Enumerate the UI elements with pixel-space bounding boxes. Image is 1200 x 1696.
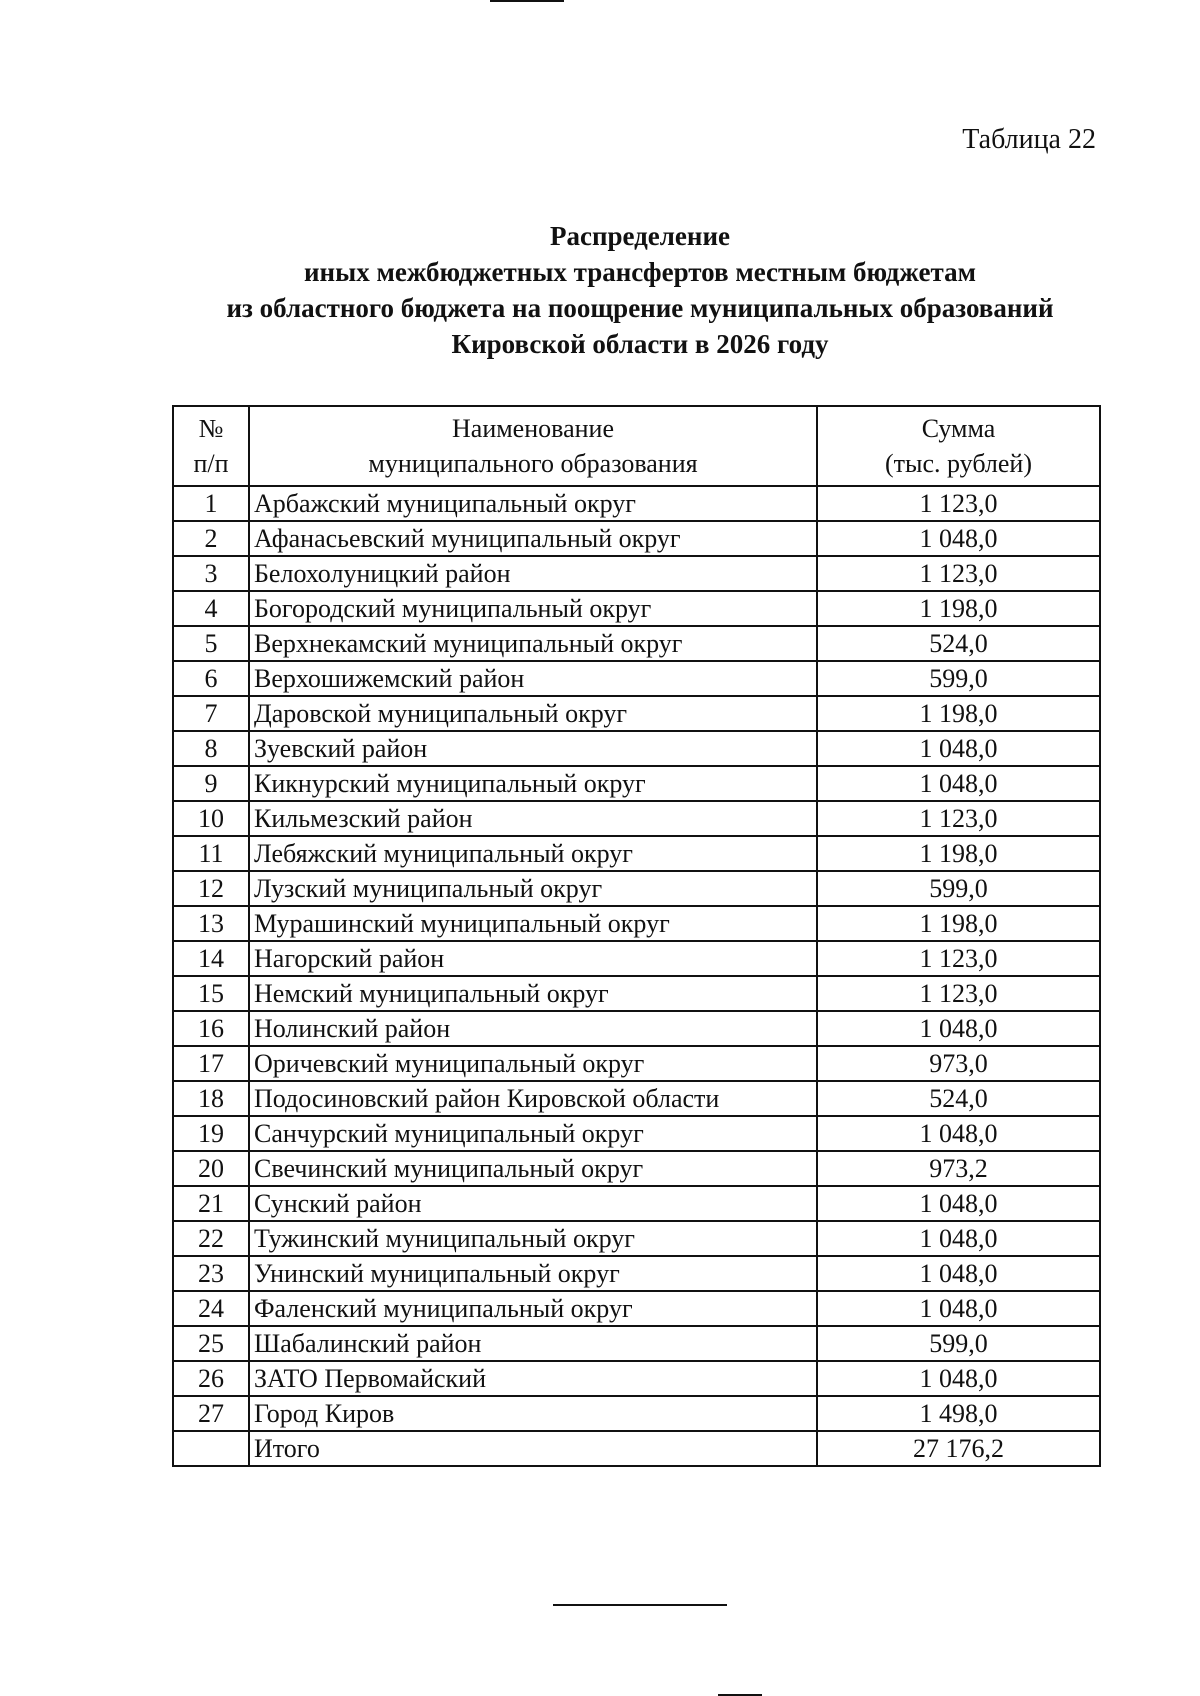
row-name: ЗАТО Первомайский xyxy=(249,1361,817,1396)
table-row xyxy=(173,1256,1100,1291)
row-sum: 1 048,0 xyxy=(817,1291,1100,1326)
row-name: Богородский муниципальный округ xyxy=(249,591,817,626)
row-sum: 1 048,0 xyxy=(817,1221,1100,1256)
total-number xyxy=(173,1431,249,1466)
header-sum-line-2: (тыс. рублей) xyxy=(884,449,1032,478)
table-row xyxy=(173,731,1100,766)
row-number: 14 xyxy=(173,941,249,976)
table-row xyxy=(173,766,1100,801)
table-row xyxy=(173,1011,1100,1046)
row-name: Шабалинский район xyxy=(249,1326,817,1361)
header-name-line-2: муниципального образования xyxy=(368,449,698,478)
row-number: 23 xyxy=(173,1256,249,1291)
row-number: 15 xyxy=(173,976,249,1011)
row-number: 19 xyxy=(173,1116,249,1151)
row-number: 25 xyxy=(173,1326,249,1361)
row-number: 21 xyxy=(173,1186,249,1221)
row-sum: 1 498,0 xyxy=(817,1396,1100,1431)
table-total-row xyxy=(173,1431,1100,1466)
row-name: Лузский муниципальный округ xyxy=(249,871,817,906)
row-name: Кикнурский муниципальный округ xyxy=(249,766,817,801)
row-sum: 1 198,0 xyxy=(817,836,1100,871)
row-name: Арбажский муниципальный округ xyxy=(249,486,817,521)
row-sum: 1 048,0 xyxy=(817,1256,1100,1291)
row-sum: 1 048,0 xyxy=(817,1011,1100,1046)
row-sum: 599,0 xyxy=(817,871,1100,906)
row-sum: 1 048,0 xyxy=(817,1116,1100,1151)
title-line-3: из областного бюджета на поощрение муниципальных образований xyxy=(226,293,1054,323)
row-name: Нагорский район xyxy=(249,941,817,976)
row-sum: 599,0 xyxy=(817,1326,1100,1361)
row-sum: 1 048,0 xyxy=(817,731,1100,766)
row-number: 16 xyxy=(173,1011,249,1046)
row-name: Кильмезский район xyxy=(249,801,817,836)
row-name: Нолинский район xyxy=(249,1011,817,1046)
row-sum: 599,0 xyxy=(817,661,1100,696)
row-name: Сунский район xyxy=(249,1186,817,1221)
table-row xyxy=(173,591,1100,626)
row-name: Подосиновский район Кировской области xyxy=(249,1081,817,1116)
table-row xyxy=(173,941,1100,976)
row-number: 17 xyxy=(173,1046,249,1081)
header-name xyxy=(249,406,817,486)
row-name: Лебяжский муниципальный округ xyxy=(249,836,817,871)
row-number: 7 xyxy=(173,696,249,731)
row-name: Верхошижемский район xyxy=(249,661,817,696)
table-row xyxy=(173,556,1100,591)
row-number: 2 xyxy=(173,521,249,556)
table-row xyxy=(173,1186,1100,1221)
row-name: Афанасьевский муниципальный округ xyxy=(249,521,817,556)
table-row xyxy=(173,696,1100,731)
row-sum: 1 048,0 xyxy=(817,1361,1100,1396)
table-row xyxy=(173,1326,1100,1361)
row-number: 12 xyxy=(173,871,249,906)
row-sum: 1 198,0 xyxy=(817,696,1100,731)
row-number: 6 xyxy=(173,661,249,696)
row-name: Зуевский район xyxy=(249,731,817,766)
header-number xyxy=(173,406,249,486)
table-row xyxy=(173,1116,1100,1151)
row-sum: 1 048,0 xyxy=(817,1186,1100,1221)
row-sum: 1 123,0 xyxy=(817,976,1100,1011)
header-number-line-2: п/п xyxy=(193,449,229,478)
table-row xyxy=(173,1046,1100,1081)
header-sum xyxy=(817,406,1100,486)
row-number: 20 xyxy=(173,1151,249,1186)
total-name: Итого xyxy=(249,1431,817,1466)
table-row xyxy=(173,626,1100,661)
table-row xyxy=(173,906,1100,941)
row-number: 26 xyxy=(173,1361,249,1396)
table-row xyxy=(173,1396,1100,1431)
table-header-row xyxy=(173,406,1100,486)
row-number: 22 xyxy=(173,1221,249,1256)
row-name: Верхнекамский муниципальный округ xyxy=(249,626,817,661)
top-rule xyxy=(490,0,564,2)
row-sum: 1 123,0 xyxy=(817,801,1100,836)
header-name-line-1: Наименование xyxy=(452,414,614,443)
row-number: 11 xyxy=(173,836,249,871)
table-row xyxy=(173,661,1100,696)
row-number: 1 xyxy=(173,486,249,521)
row-number: 9 xyxy=(173,766,249,801)
row-name: Оричевский муниципальный округ xyxy=(249,1046,817,1081)
row-sum: 1 198,0 xyxy=(817,906,1100,941)
transfers-table xyxy=(172,405,1101,1467)
row-number: 5 xyxy=(173,626,249,661)
total-sum: 27 176,2 xyxy=(817,1431,1100,1466)
table-row xyxy=(173,521,1100,556)
row-name: Фаленский муниципальный округ xyxy=(249,1291,817,1326)
row-name: Санчурский муниципальный округ xyxy=(249,1116,817,1151)
row-sum: 1 123,0 xyxy=(817,486,1100,521)
row-number: 13 xyxy=(173,906,249,941)
table-row xyxy=(173,1361,1100,1396)
table-row xyxy=(173,1291,1100,1326)
table-row xyxy=(173,976,1100,1011)
row-number: 18 xyxy=(173,1081,249,1116)
row-name: Белохолуницкий район xyxy=(249,556,817,591)
document-title xyxy=(150,218,1130,362)
row-name: Город Киров xyxy=(249,1396,817,1431)
table-row xyxy=(173,1151,1100,1186)
row-sum: 524,0 xyxy=(817,626,1100,661)
table-row xyxy=(173,836,1100,871)
title-line-4: Кировской области в 2026 году xyxy=(451,329,829,359)
table-row xyxy=(173,801,1100,836)
table-row xyxy=(173,486,1100,521)
title-line-2: иных межбюджетных трансфертов местным бюджетам xyxy=(304,257,976,287)
row-number: 3 xyxy=(173,556,249,591)
row-name: Немский муниципальный округ xyxy=(249,976,817,1011)
row-name: Унинский муниципальный округ xyxy=(249,1256,817,1291)
row-number: 4 xyxy=(173,591,249,626)
row-sum: 1 048,0 xyxy=(817,521,1100,556)
table-body xyxy=(173,486,1100,1466)
row-sum: 973,2 xyxy=(817,1151,1100,1186)
bottom-rule xyxy=(553,1604,727,1606)
row-sum: 524,0 xyxy=(817,1081,1100,1116)
row-name: Даровской муниципальный округ xyxy=(249,696,817,731)
table-row xyxy=(173,1081,1100,1116)
row-name: Мурашинский муниципальный округ xyxy=(249,906,817,941)
row-number: 27 xyxy=(173,1396,249,1431)
table-number: Таблица 22 xyxy=(962,124,1096,155)
header-sum-line-1: Сумма xyxy=(921,414,996,443)
row-sum: 1 123,0 xyxy=(817,556,1100,591)
row-sum: 1 198,0 xyxy=(817,591,1100,626)
row-name: Тужинский муниципальный округ xyxy=(249,1221,817,1256)
table-row xyxy=(173,1221,1100,1256)
table-row xyxy=(173,871,1100,906)
row-sum: 973,0 xyxy=(817,1046,1100,1081)
header-number-line-1: № xyxy=(198,414,224,443)
row-number: 8 xyxy=(173,731,249,766)
row-number: 10 xyxy=(173,801,249,836)
row-sum: 1 123,0 xyxy=(817,941,1100,976)
row-name: Свечинский муниципальный округ xyxy=(249,1151,817,1186)
row-number: 24 xyxy=(173,1291,249,1326)
row-sum: 1 048,0 xyxy=(817,766,1100,801)
title-line-1: Распределение xyxy=(549,221,731,251)
